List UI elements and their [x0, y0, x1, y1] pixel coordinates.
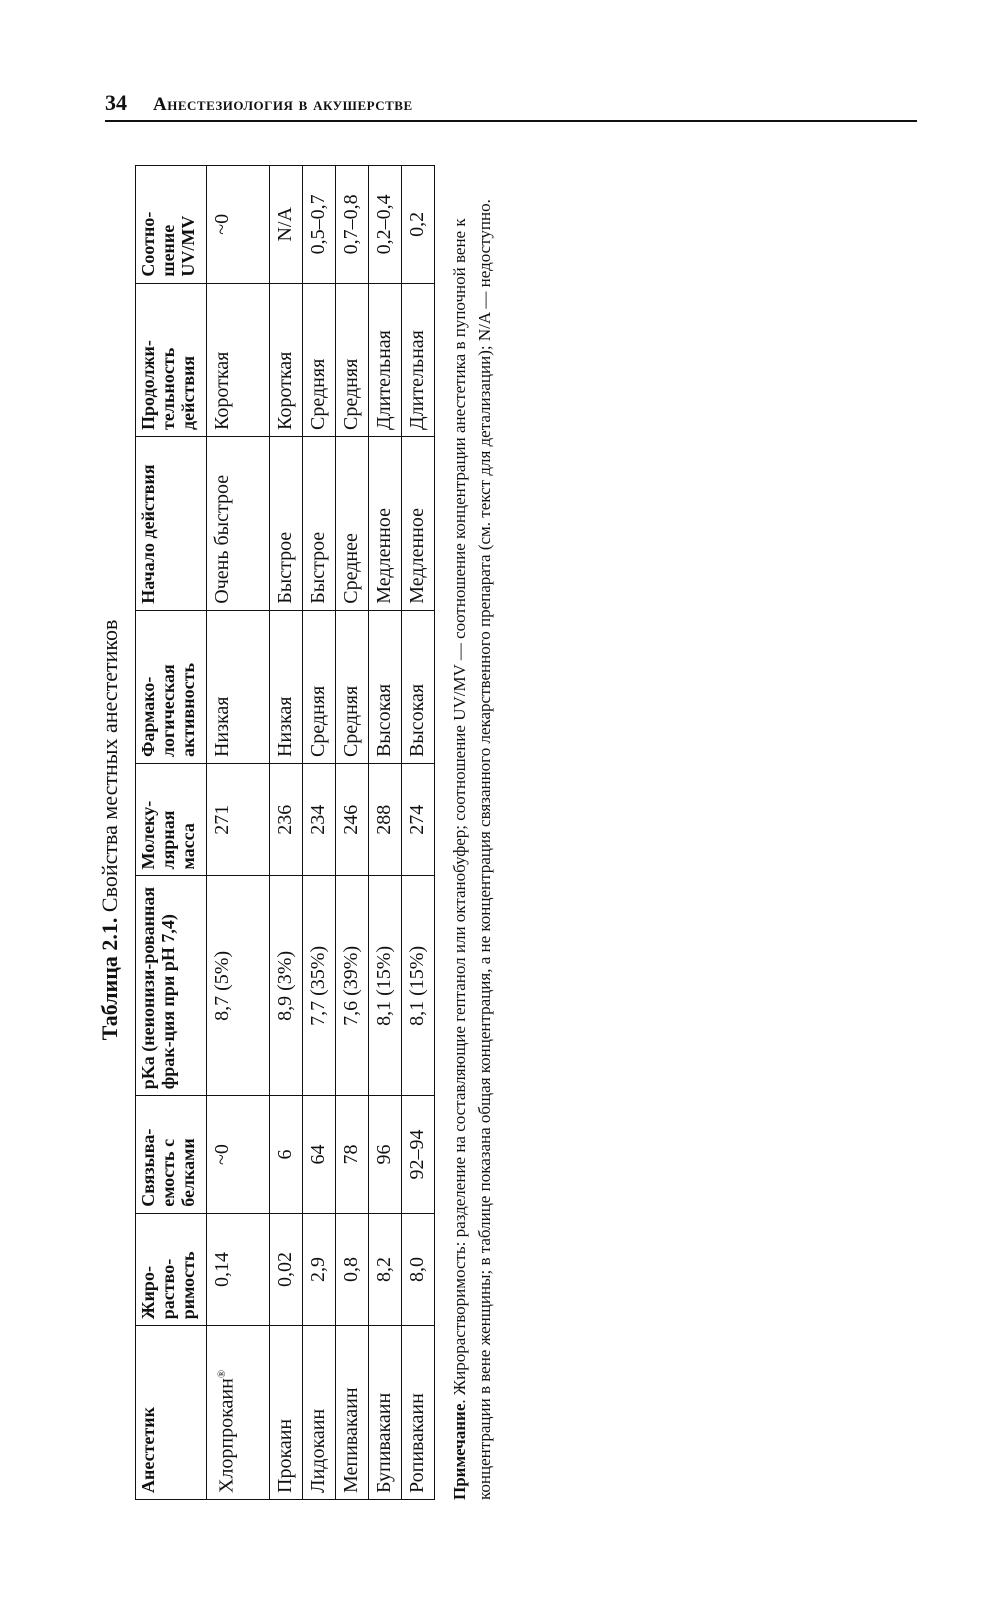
- cell-mw: 236: [270, 764, 303, 876]
- cell-ratio: N/A: [270, 166, 303, 284]
- note-label: Примечание: [450, 1403, 469, 1500]
- cell-duration: Средняя: [303, 283, 336, 436]
- page-number: 34: [105, 90, 127, 115]
- cell-activity: Средняя: [336, 610, 369, 763]
- cell-lipid: 8,0: [402, 1213, 435, 1325]
- cell-duration: Короткая: [207, 283, 270, 436]
- anesthetics-table: [135, 165, 435, 1500]
- column-header: Анестетик: [136, 1326, 207, 1500]
- cell-pka: 8,1 (15%): [402, 876, 435, 1096]
- cell-activity: Высокая: [369, 610, 402, 763]
- table-note: [447, 165, 497, 1500]
- cell-anesthetic: Лидокаин: [303, 1326, 336, 1500]
- cell-activity: Низкая: [270, 610, 303, 763]
- cell-protein: 92–94: [402, 1096, 435, 1214]
- column-header: pKa (неионизи-рованная фрак-ция при pH 7,4): [136, 876, 207, 1096]
- note-text: . Жирорастворимость: разделение на составляющие гептанол или октанобуфер; соотношение UV/MV — соотношение концентрации анестетика в пупочной вене к концентрации в вене женщины; в таблице показана общая концентрация, а не концентрация связанного лекарственного препарата (см. текст для детализации); N/A — недоступно.: [450, 199, 494, 1500]
- cell-pka: 7,7 (35%): [303, 876, 336, 1096]
- cell-ratio: 0,2–0,4: [369, 166, 402, 284]
- column-header: Фармако-логическая активность: [136, 610, 207, 763]
- cell-ratio: 0,2: [402, 166, 435, 284]
- cell-onset: Очень быстрое: [207, 436, 270, 610]
- table-header-row: [136, 166, 207, 1500]
- table-caption-label: Таблица 2.1.: [97, 917, 122, 1041]
- cell-ratio: 0,7–0,8: [336, 166, 369, 284]
- column-header: Продолжи-тельность действия: [136, 283, 207, 436]
- cell-protein: 6: [270, 1096, 303, 1214]
- cell-mw: 234: [303, 764, 336, 876]
- cell-activity: Средняя: [303, 610, 336, 763]
- cell-onset: Среднее: [336, 436, 369, 610]
- cell-onset: Медленное: [369, 436, 402, 610]
- cell-activity: Низкая: [207, 610, 270, 763]
- cell-ratio: ~0: [207, 166, 270, 284]
- cell-onset: Быстрое: [303, 436, 336, 610]
- cell-lipid: 0,8: [336, 1213, 369, 1325]
- cell-lipid: 0,14: [207, 1213, 270, 1325]
- cell-duration: Длительная: [369, 283, 402, 436]
- column-header: Связыва-емость с белками: [136, 1096, 207, 1214]
- table-caption: [95, 125, 125, 1535]
- cell-anesthetic: Мепивакаин: [336, 1326, 369, 1500]
- cell-anesthetic: Хлорпрокаин®: [207, 1326, 270, 1500]
- cell-pka: 8,9 (3%): [270, 876, 303, 1096]
- cell-pka: 7,6 (39%): [336, 876, 369, 1096]
- cell-lipid: 0,02: [270, 1213, 303, 1325]
- cell-pka: 8,1 (15%): [369, 876, 402, 1096]
- cell-mw: 274: [402, 764, 435, 876]
- table-caption-text: Свойства местных анестетиков: [97, 619, 122, 913]
- table-row: [207, 166, 270, 1500]
- cell-mw: 271: [207, 764, 270, 876]
- column-header: Жиро-раство-римость: [136, 1213, 207, 1325]
- registered-mark: ®: [216, 1369, 228, 1379]
- cell-pka: 8,7 (5%): [207, 876, 270, 1096]
- column-header: Молеку-лярная масса: [136, 764, 207, 876]
- cell-anesthetic: Бупивакаин: [369, 1326, 402, 1500]
- cell-protein: 96: [369, 1096, 402, 1214]
- table-row: [270, 166, 303, 1500]
- cell-anesthetic: Ропивакаин: [402, 1326, 435, 1500]
- cell-ratio: 0,5–0,7: [303, 166, 336, 284]
- table-row: [336, 166, 369, 1500]
- running-title: Анестезиология в акушерстве: [153, 94, 413, 115]
- cell-mw: 246: [336, 764, 369, 876]
- column-header: Начало действия: [136, 436, 207, 610]
- rotated-table-block: [95, 125, 505, 1535]
- cell-duration: Средняя: [336, 283, 369, 436]
- cell-activity: Высокая: [402, 610, 435, 763]
- cell-anesthetic: Прокаин: [270, 1326, 303, 1500]
- cell-duration: Длительная: [402, 283, 435, 436]
- cell-duration: Короткая: [270, 283, 303, 436]
- cell-mw: 288: [369, 764, 402, 876]
- table-row: [402, 166, 435, 1500]
- cell-onset: Быстрое: [270, 436, 303, 610]
- cell-protein: ~0: [207, 1096, 270, 1214]
- page-header: [105, 88, 917, 122]
- column-header: Соотно-шение UV/MV: [136, 166, 207, 284]
- table-row: [369, 166, 402, 1500]
- table-row: [303, 166, 336, 1500]
- cell-lipid: 2,9: [303, 1213, 336, 1325]
- cell-protein: 78: [336, 1096, 369, 1214]
- cell-protein: 64: [303, 1096, 336, 1214]
- cell-lipid: 8,2: [369, 1213, 402, 1325]
- cell-onset: Медленное: [402, 436, 435, 610]
